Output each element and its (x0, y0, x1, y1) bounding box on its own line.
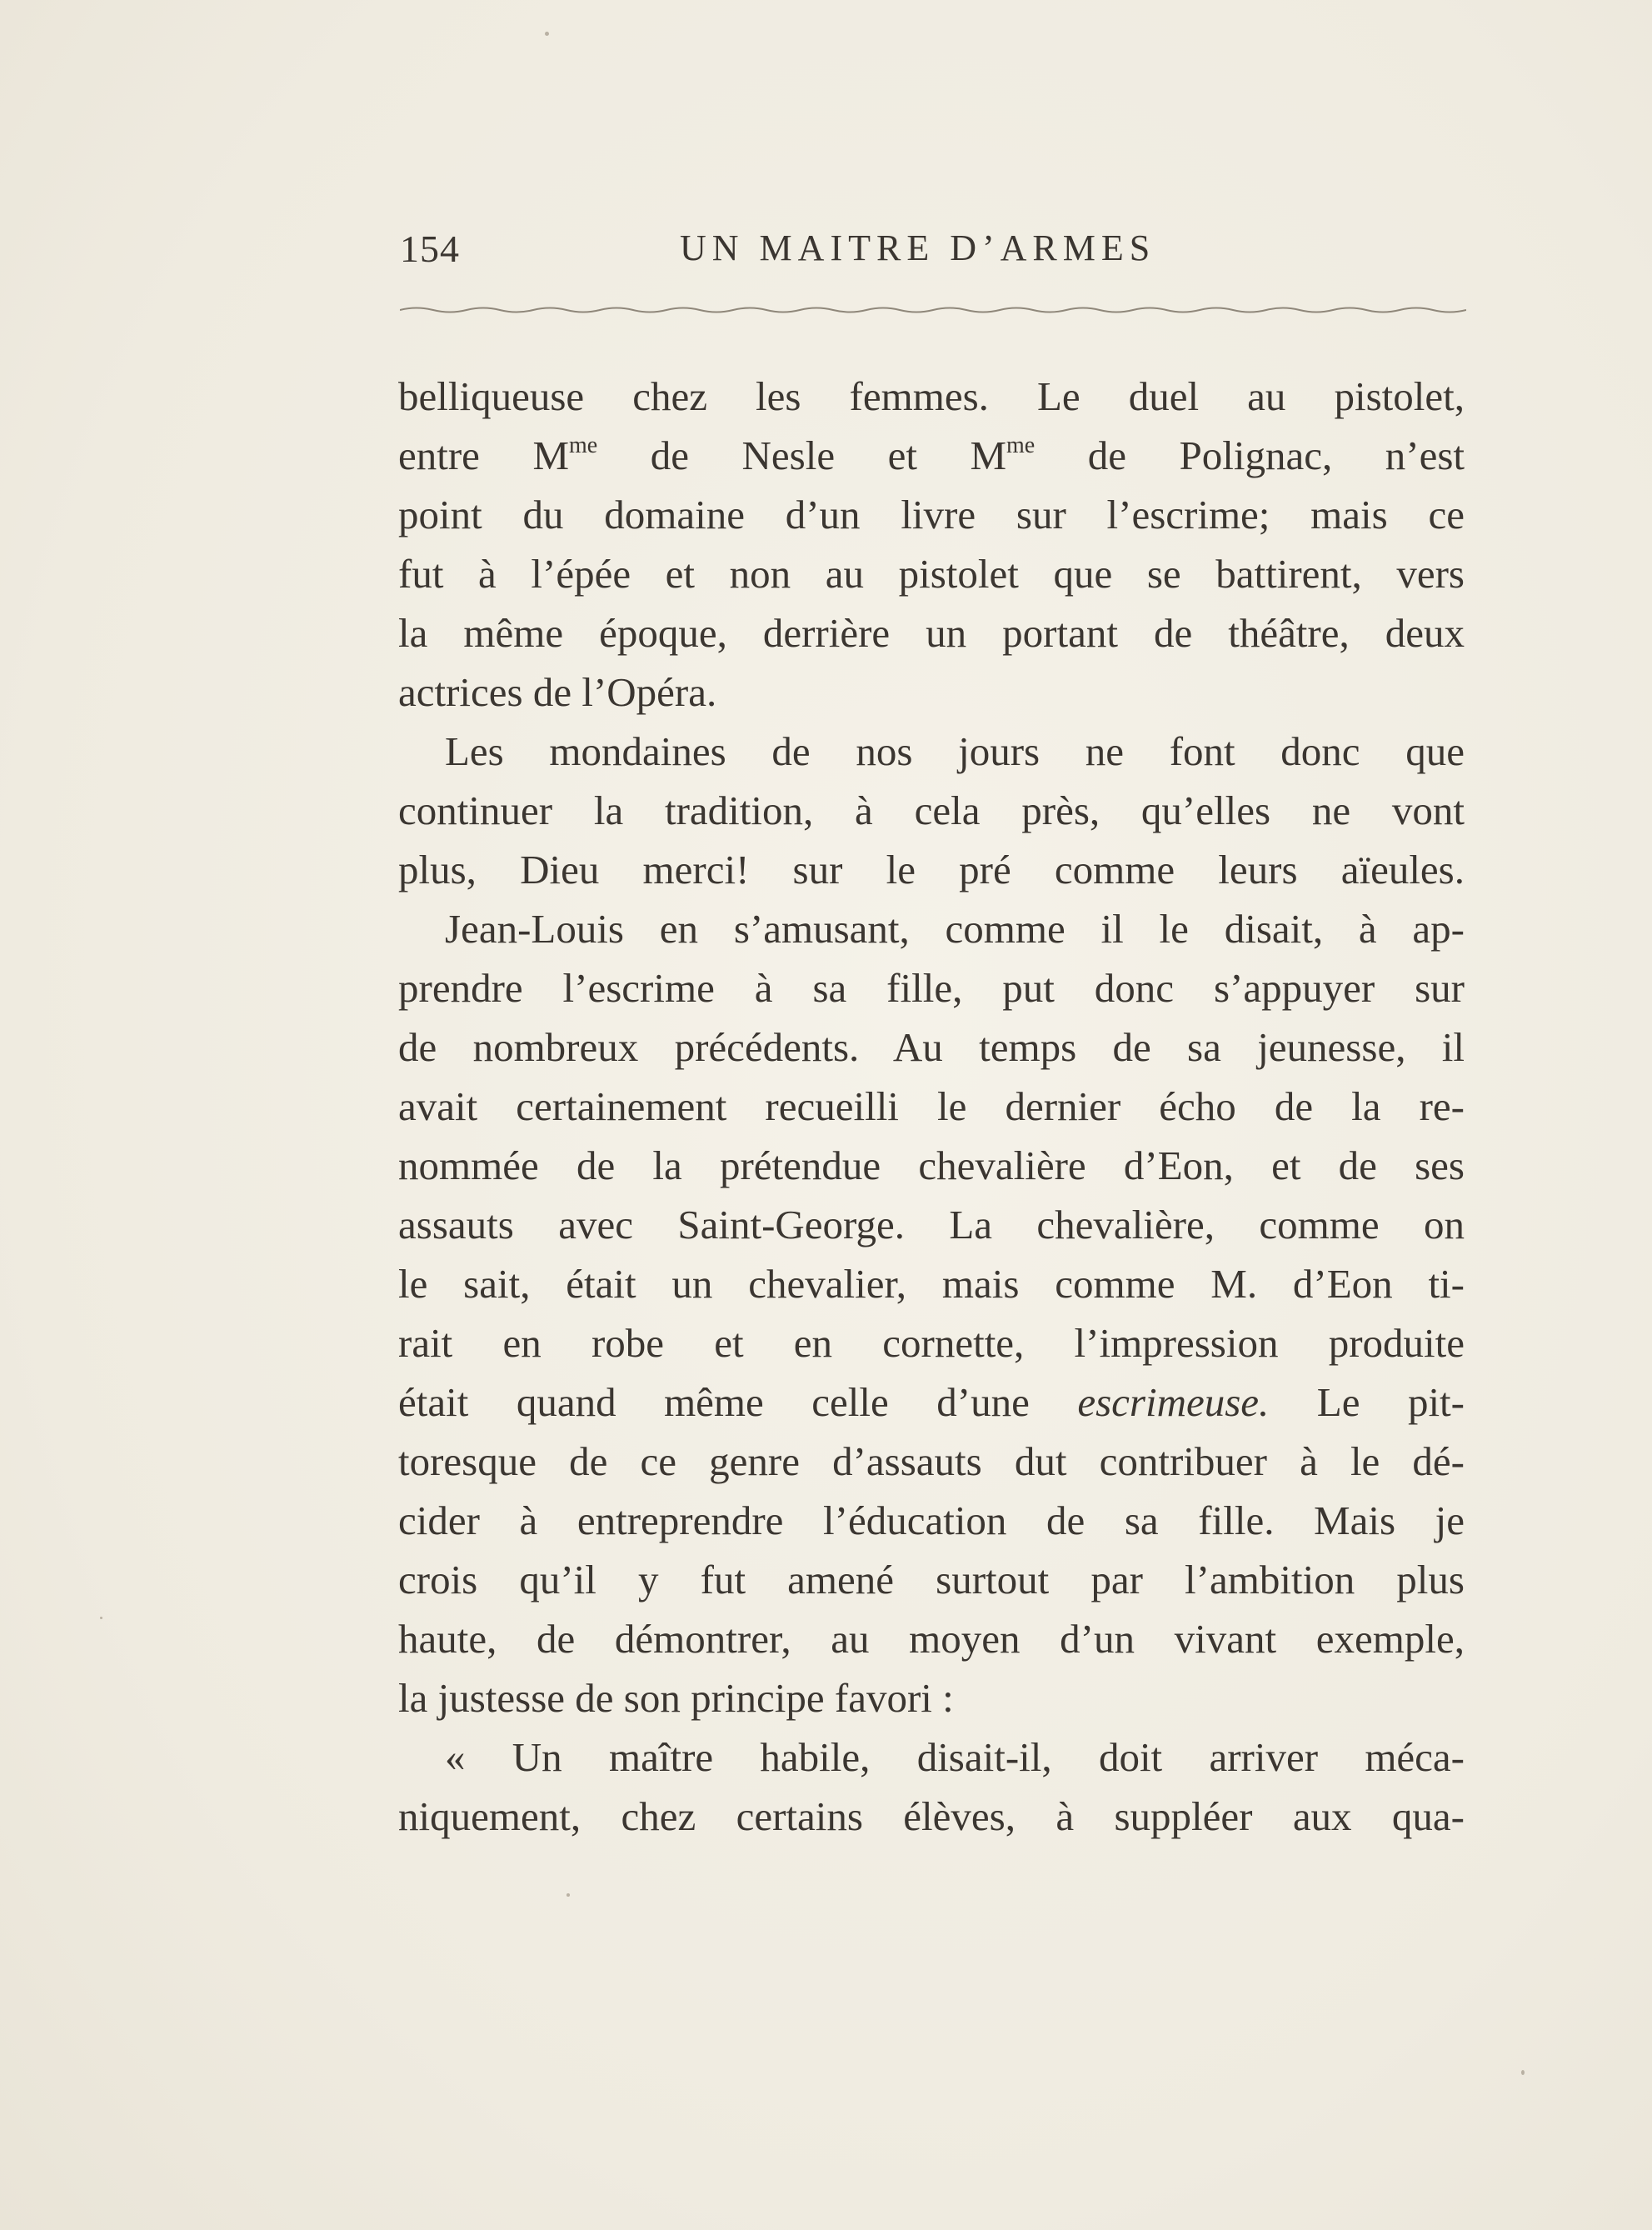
superscript: me (569, 432, 598, 458)
text-line: fut à l’épée et non au pistolet que se battirent, vers (398, 551, 1465, 597)
text-line: le sait, était un chevalier, mais comme M. d’Eon ti- (398, 1261, 1465, 1307)
paragraph-start-line: Jean-Louis en s’amusant, comme il le disait, à ap- (445, 906, 1465, 952)
paragraph-start-line: Les mondaines de nos jours ne font donc que (445, 728, 1465, 774)
italic-word: escrimeuse. (1077, 1379, 1270, 1425)
text-line: de nombreux précédents. Au temps de sa jeunesse, il (398, 1024, 1465, 1070)
text-line: la même époque, derrière un portant de théâtre, deux (398, 610, 1465, 656)
text-line: niquement, chez certains élèves, à suppléer aux qua- (398, 1793, 1465, 1839)
running-title: UN MAITRE D’ARMES (680, 228, 1156, 268)
page-number: 154 (400, 228, 460, 270)
text-line: haute, de démontrer, au moyen d’un vivant exemple, (398, 1616, 1465, 1662)
paper-speck (100, 1617, 102, 1619)
decorative-wavy-rule (400, 305, 1466, 315)
paper-speck (545, 32, 549, 36)
text-line: nommée de la prétendue chevalière d’Eon, et de ses (398, 1142, 1465, 1188)
text-line: toresque de ce genre d’assauts dut contribuer à le dé- (398, 1438, 1465, 1484)
text-line: la justesse de son principe favori : (398, 1675, 954, 1721)
running-head (400, 227, 1483, 277)
paragraph-start-line: « Un maître habile, disait-il, doit arriver méca- (445, 1734, 1465, 1780)
text-line: entre $M^{me}$ de Nesle et $M^{me}$ de Polignac, n’est (398, 432, 1465, 478)
text-line: cider à entreprendre l’éducation de sa fille. Mais je (398, 1498, 1465, 1543)
text-line: crois qu’il y fut amené surtout par l’ambition plus (398, 1557, 1465, 1602)
text-line: était quand même celle d’une escrimeuse. Le pit- (398, 1379, 1465, 1425)
superscript: me (1006, 432, 1036, 458)
text-line: plus, Dieu merci! sur le pré comme leurs aïeules. (398, 847, 1465, 892)
text-line: point du domaine d’un livre sur l’escrime; mais ce (398, 492, 1465, 538)
body-text (398, 367, 1465, 1846)
text-line: prendre l’escrime à sa fille, put donc s’appuyer sur (398, 965, 1465, 1011)
text-line: rait en robe et en cornette, l’impression produite (398, 1320, 1465, 1366)
text-line: assauts avec Saint-George. La chevalière, comme on (398, 1202, 1465, 1248)
text-line: belliqueuse chez les femmes. Le duel au pistolet, (398, 373, 1465, 419)
text-line: actrices de l’Opéra. (398, 669, 717, 715)
paper-speck (566, 1893, 570, 1897)
paper-speck (1521, 2070, 1525, 2075)
text-line: avait certainement recueilli le dernier écho de la re- (398, 1083, 1465, 1129)
text-line: continuer la tradition, à cela près, qu’elles ne vont (398, 788, 1465, 833)
